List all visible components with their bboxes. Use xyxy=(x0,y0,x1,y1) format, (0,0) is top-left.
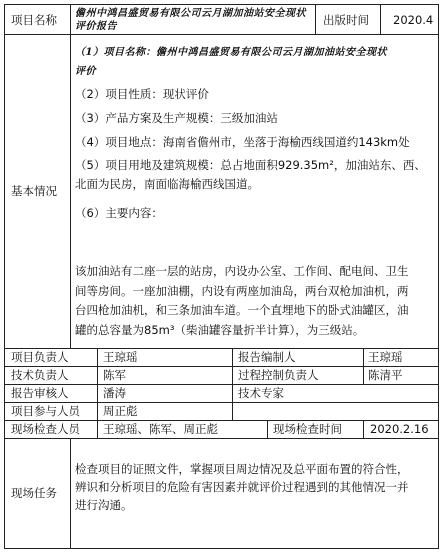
row-divider xyxy=(5,402,438,403)
basic-info-items xyxy=(75,43,435,223)
basic-info-label: 基本情况 xyxy=(11,184,57,198)
item1-line1: （1）项目名称：儋州中鸿昌盛贸易有限公司云月湖加油站安全现状 xyxy=(75,47,387,58)
project-name-line1: 儋州中鸿昌盛贸易有限公司云月湖加油站安全现状 xyxy=(75,8,306,19)
item6: （6）主要内容： xyxy=(75,206,163,220)
reviewer-value: 潘涛 xyxy=(103,386,126,400)
item3: （3）产品方案及生产规模：三级加油站 xyxy=(75,111,278,125)
col-divider xyxy=(315,5,316,34)
tech-lead-value: 陈军 xyxy=(103,368,126,382)
content-line2: 间等房间。一座加油棚，内设有两座加油岛，两台双枪加油机，两 xyxy=(75,283,409,298)
publish-time-label: 出版时间 xyxy=(323,13,369,27)
item2: （2）项目性质：现状评价 xyxy=(75,87,209,101)
publish-time-value: 2020.4 xyxy=(393,13,434,27)
col-divider xyxy=(70,438,71,548)
col-divider xyxy=(363,420,364,438)
task-label: 现场任务 xyxy=(11,486,57,500)
content-line3: 台四枪加油机，和三条加油车道。一个直埋地下的卧式油罐区，油 xyxy=(75,303,409,317)
reviewer-label: 报告审核人 xyxy=(11,386,69,400)
project-name-value xyxy=(75,7,306,33)
col-divider xyxy=(380,5,381,34)
compiler-value: 王琼瑶 xyxy=(368,350,403,364)
col-divider xyxy=(363,348,364,384)
inspectors-label: 现场检查人员 xyxy=(11,422,80,436)
task-text xyxy=(75,460,409,514)
col-divider xyxy=(70,5,71,348)
task-line2: 辨识和分析项目的危险有害因素并就评价过程遇到的其他情况一并 xyxy=(75,480,409,494)
inspection-time-value: 2020.2.16 xyxy=(370,422,429,436)
process-control-value: 陈清平 xyxy=(368,368,403,382)
task-line3: 进行沟通。 xyxy=(75,498,133,512)
inspectors-value: 王琼瑶、陈军、周正彪 xyxy=(103,422,218,436)
col-divider xyxy=(267,420,268,438)
report-info-table xyxy=(4,4,439,549)
row-divider xyxy=(5,348,438,349)
col-divider xyxy=(97,348,98,438)
leader-label: 项目负责人 xyxy=(11,350,69,364)
row-divider xyxy=(5,420,438,421)
item4: （4）项目地点：海南省儋州市，坐落于海榆西线国道约143km处 xyxy=(75,135,410,149)
tech-lead-label: 技术负责人 xyxy=(11,368,69,382)
row-divider xyxy=(5,384,438,385)
item5-line1: （5）项目用地及建筑规模：总占地面积929.35m²，加油站东、西、 xyxy=(75,158,426,172)
participants-value: 周正彪 xyxy=(103,404,138,418)
task-line1: 检查项目的证照文件，掌握项目周边情况及总平面布置的符合性， xyxy=(75,462,409,476)
compiler-label: 报告编制人 xyxy=(238,350,296,364)
item1-line2: 评价 xyxy=(75,66,96,77)
project-name-label: 项目名称 xyxy=(11,13,57,27)
col-divider xyxy=(232,348,233,420)
project-name-line2: 评价报告 xyxy=(75,21,117,32)
content-line4: 罐的总容量为85m³（柴油罐容量折半计算），为三级站。 xyxy=(75,322,365,337)
main-content-text xyxy=(75,262,409,340)
process-control-label: 过程控制负责人 xyxy=(238,368,319,382)
leader-value: 王琼瑶 xyxy=(103,350,138,364)
expert-label: 技术专家 xyxy=(238,386,284,400)
item5-line2: 北面为民房，南面临海榆西线国道。 xyxy=(75,177,259,191)
participants-label: 项目参与人员 xyxy=(11,404,80,418)
content-line1: 该加油站有二座一层的站房，内设办公室、工作间、配电间、卫生 xyxy=(75,264,409,278)
row-divider xyxy=(5,366,438,367)
inspection-time-label: 现场检查时间 xyxy=(273,422,342,436)
